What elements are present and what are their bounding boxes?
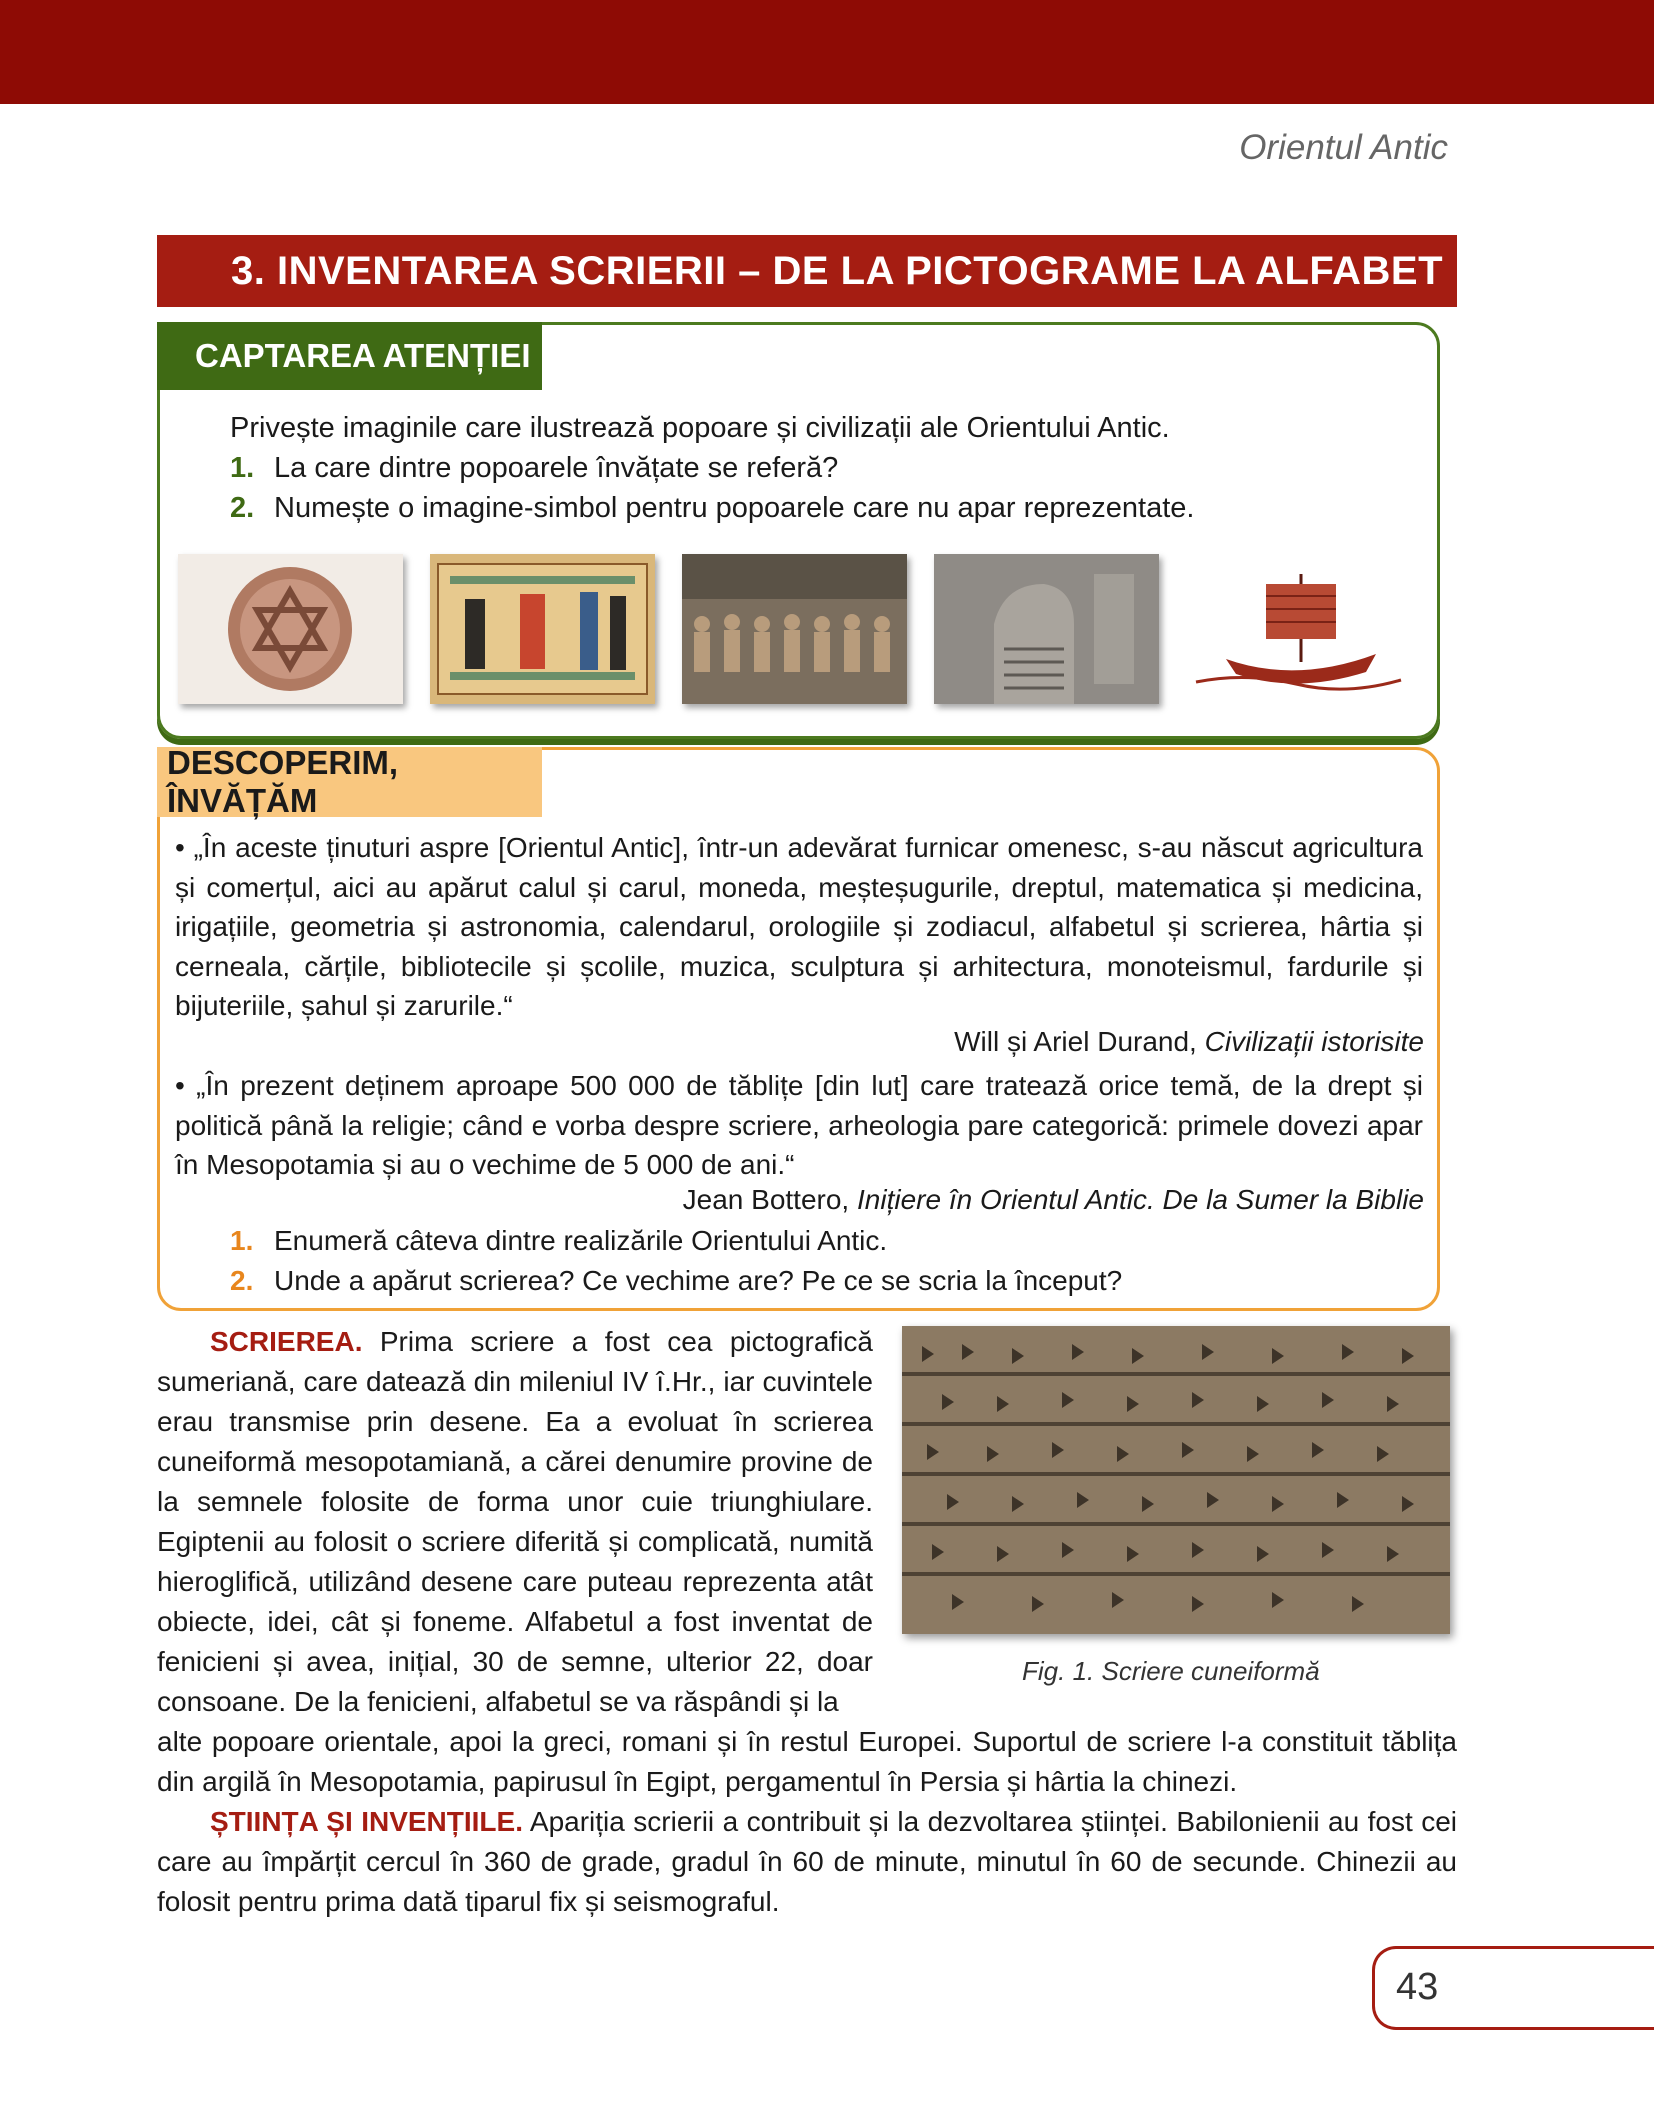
captarea-text [230, 408, 1194, 528]
scrierea-paragraph [157, 1322, 873, 1722]
quote-source-durand [954, 1026, 1424, 1058]
phoenician-ship-illustration [1186, 554, 1411, 704]
cuneiform-photo [902, 1326, 1450, 1634]
stiinta-text: Apariția scrierii a contribuit și la dezvoltarea științei. Babilonienii au fost cei care au împărțit cercul în 360 de grade, gradul în 60 de minute, minutul în 60 de secunde. Chinezii au folosit pentru prima dată tiparul fix și seismograful. [157, 1806, 1457, 1917]
question-number: 2. [230, 1264, 254, 1296]
star-of-david-photo [178, 554, 403, 704]
stiinta-lead: ȘTIINȚA ȘI INVENȚIILE. [210, 1806, 523, 1837]
question-number: 1. [230, 452, 255, 484]
question-number: 2. [230, 492, 255, 524]
top-color-band [0, 0, 1654, 104]
question-text: Numește o imagine-simbol pentru popoarele care nu apar reprezentate. [274, 492, 1195, 524]
figure-caption: Fig. 1. Scriere cuneiformă [1022, 1656, 1320, 1686]
source-author: Jean Bottero, [682, 1184, 857, 1215]
source-title: Civilizații istorisite [1204, 1026, 1424, 1057]
descoperim-question [230, 1221, 1122, 1261]
stiinta-paragraph [157, 1802, 1457, 1922]
quote-durand: • „În aceste ținuturi aspre [Orientul Antic], într-un adevărat furnicar omenesc, s-au născut agricultura și comerțul, aici au apărut calul și carul, moneda, meșteșugurile, dreptul, matematica și medicina, irigațiile, geometria și astronomia, calendarul, orologiile și zodiacul, alfabetul și scrierea, hârtia și cerneala, cărțile, bibliotecile și școlile, muzica, sculptura și arhitectura, monoteismul, fardurile și bijuteriile, șahul și zarurile.“ [175, 832, 1423, 1021]
descoperim-heading: DESCOPERIM, ÎNVĂȚĂM [157, 747, 542, 817]
captarea-heading: CAPTAREA ATENȚIEI [157, 322, 542, 390]
descoperim-questions [230, 1221, 1122, 1300]
descoperim-question [230, 1261, 1122, 1301]
assyrian-relief-photo [934, 554, 1159, 704]
chapter-title: Orientul Antic [1239, 128, 1448, 167]
terracotta-army-photo [682, 554, 907, 704]
quote-source-bottero [683, 1184, 1424, 1216]
lesson-title: 3. INVENTAREA SCRIERII – DE LA PICTOGRAME LA ALFABET [157, 235, 1457, 307]
question-text: Enumeră câteva dintre realizările Orientului Antic. [274, 1225, 888, 1256]
source-author: Will și Ariel Durand, [954, 1026, 1205, 1057]
source-title: Inițiere în Orientul Antic. De la Sumer la Biblie [857, 1184, 1424, 1215]
scrierea-text: Prima scriere a fost cea pictografică sumeriană, care datează din mileniul IV î.Hr., iar cuvintele erau transmise prin desene. Ea a evoluat în scrierea cuneiformă mesopotamiană, a cărei denumire provine de la semnele folosite de forma unor cuie triunghiulare. Egiptenii au folosit o scriere diferită și complicată, numită hieroglifică, utilizând desene care puteau reprezenta atât obiecte, idei, cât și foneme. Alfabetul a fost inventat de fenicieni și avea, inițial, 30 de semne, ulterior 22, doar consoane. De la fenicieni, alfabetul se va răspândi și la [157, 1326, 874, 1717]
quote-bottero: • „În prezent deținem aproape 500 000 de tăblițe [din lut] care tratează orice temă, de la drept și politică până la religie; când e vorba despre scriere, arheologia pare categorică: primele dovezi apar în Mesopotamia și au o vechime de 5 000 de ani.“ [175, 1070, 1423, 1180]
question-text: La care dintre popoarele învățate se referă? [274, 452, 839, 484]
egyptian-papyrus-photo [430, 554, 655, 704]
page-number: 43 [1396, 1966, 1439, 2008]
captarea-intro: Privește imaginile care ilustrează popoare și civilizații ale Orientului Antic. [230, 412, 1170, 444]
question-number: 1. [230, 1225, 254, 1256]
question-text: Unde a apărut scrierea? Ce vechime are? Pe ce se scria la început? [274, 1264, 1123, 1296]
scrierea-lead: SCRIEREA. [210, 1326, 363, 1357]
scrierea-continuation: alte popoare orientale, apoi la greci, romani și în restul Europei. Suportul de scriere l-a constituit tăblița din argilă în Mesopotamia, papirusul în Egipt, pergamentul în Persia și hârtia la chinezi. [157, 1726, 1457, 1797]
captarea-question [230, 488, 1194, 528]
captarea-question [230, 448, 1194, 488]
